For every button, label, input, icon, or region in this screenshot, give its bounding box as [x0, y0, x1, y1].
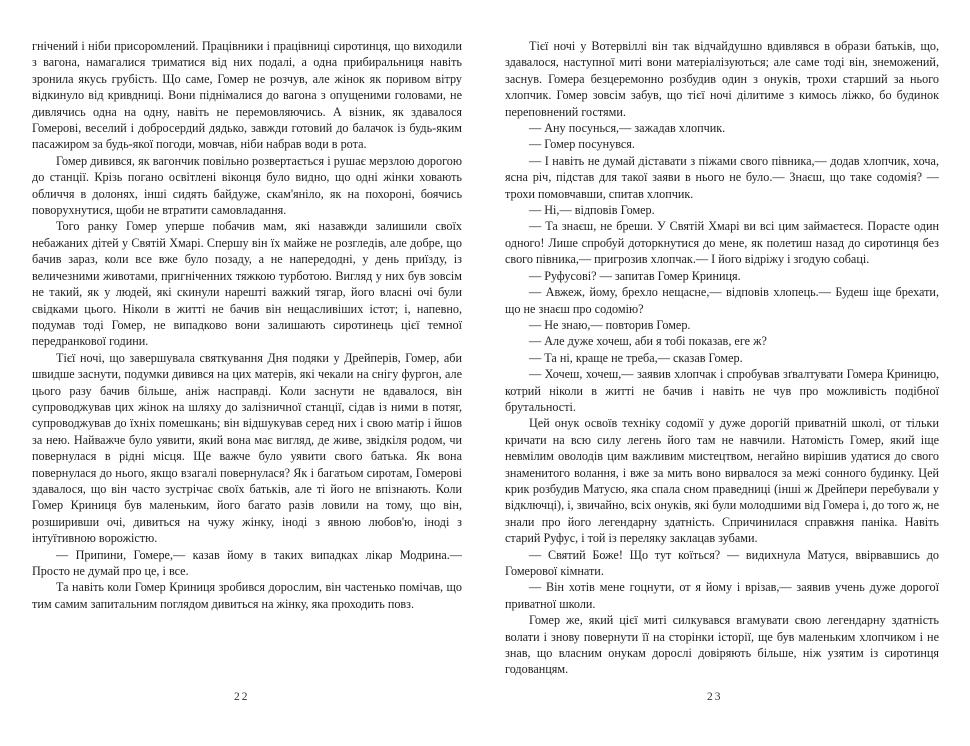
paragraph: — Але дуже хочеш, аби я тобі показав, еге ж?: [529, 334, 767, 349]
paragraph: Гомер же, який цієї миті силкувався вгамувати свою легендарну здатність волати і знову повернути її на сторінки історії, ще був маленьким хлопчиком і не знав, що власним онукам дорослі довіряють більше, ніж узятим із сиротинця годованцям.: [505, 613, 939, 677]
paragraph: — Хочеш, хочеш,— заявив хлопчак і спробував зґвалтувати Гомера Криницю, котрий ніколи в житті не бачив і навіть не чув про можливість подібної брутальності.: [505, 367, 939, 414]
left-page-text: [32, 38, 462, 612]
paragraph: Цей онук освоїв техніку содомії у дуже дорогій приватній школі, от тільки кричати на всю силу легень його там не навчили. Натомість Гомер, який іще невмілим оволодів цим важливим мистецтвом, негайно вирішив удатися до свого знаменитого волання, і вже за мить воно вирвалося за межі сонного будинку. Цей крик розбудив Матусю, яка спала сном праведниці (інші ж Дрейпери перебували у відключці), і, звичайно, всіх онуків, які були молодшими від Гомера і, до того ж, не знали про його легендарну здатність. Спричинилася справжня паніка. Навіть старий Руфус, і той із переляку заклацав зубами.: [505, 416, 939, 546]
paragraph: Та навіть коли Гомер Криниця зробився дорослим, він частенько помічав, що тим самим запитальним поглядом дивиться на жінку, яка проходить повз.: [32, 580, 462, 611]
page-number-right: 23: [707, 691, 723, 703]
paragraph: — Ні,— відповів Гомер.: [529, 203, 655, 218]
paragraph: — Та знаєш, не бреши. У Святій Хмарі ви всі цим займаєтеся. Порасте один одного! Лише спробуй доторкнутися до мене, як полетиш назад до сиротинця без свого півника,— пригрозив хлопчак.— І його відріжу і згодую собаці.: [505, 219, 939, 267]
right-page-text: [505, 38, 939, 678]
paragraph: — Припини, Гомере,— казав йому в таких випадках лікар Модрина.— Просто не думай про це, і все.: [32, 547, 462, 578]
paragraph: — Ану посунься,— зажадав хлопчик.: [529, 121, 726, 136]
paragraph: — Святий Боже! Що тут коїться? — видихнула Матуся, ввірвавшись до Гомерової кімнати.: [505, 547, 939, 578]
paragraph: — Авжеж, йому, брехло нещасне,— відповів хлопець.— Будеш іще брехати, що не знаєш про содомію?: [505, 285, 939, 316]
page-number-left: 22: [234, 691, 250, 703]
paragraph: — Не знаю,— повторив Гомер.: [529, 317, 691, 332]
paragraph: гнічений і ніби присоромлений. Працівники і працівниці сиротинця, що виходили з вагона, намагалися триматися від них подалі, а одна прибиральниця навіть зронила якусь грубість. Що саме, Гомер не розчув, але жінок як поривом вітру відкинуло від кривдниці. Вони піднімалися до вагона з опущеними головами, не дивлячись одна на одну, навіть не перемовляючись. А візник, як здавалося Гомерові, веселий і добросердий дядько, завжди готовий до балачок із будь-яким пасажиром за будь-якої погоди, мовчав, ніби набрав води в рота.: [32, 39, 462, 152]
paragraph: — Гомер посунувся.: [529, 137, 635, 152]
paragraph: Гомер дивився, як вагончик повільно розвертається і рушає мерзлою дорогою до станції. Крізь погано освітлені віконця було видно, що одні жінки ховають обличчя в долонях, інші сидять байдуже, скам'яніло, як на похороні, боячись поворухнутися, щоби не втратити самовладання.: [32, 153, 462, 218]
paragraph: — І навіть не думай діставати з піжами свого півника,— додав хлопчик, хоча, ясна річ, підстав для такої заяви в нього не було.— Знаєш, що таке содомія? — трохи помовчавши, спитав хлопчик.: [505, 153, 939, 201]
paragraph: — Він хотів мене гоцнути, от я йому і врізав,— заявив учень дуже дорогої приватної школи.: [505, 580, 939, 611]
paragraph: Тієї ночі, що завершувала святкування Дня подяки у Дрейперів, Гомер, аби швидше заснути, подумки дивився на цих матерів, які чекали на снігу фургон, але цього разу бачив більше, аніж насправді. Коли заснути не вдавалося, він супроводжував цих жінок на шляху до залізничної станції, сідав із ними в потяг, супроводжував до їхніх помешкань; він відшукував серед них і свою матір і йшов за нею. Найважче було уявити, який вона має вигляд, де живе, звідкіля родом, чи повернулася в рідні місця. Ще важче було уявити свого батька. Як вона повернулася до нього, якщо взагалі повернулася? Як і багатьом сиротам, Гомерові здавалося, що він часто зустрічає своїх батьків, але ті його не впізнають. Коли Гомер Криниця був маленьким, його багато разів ловили на тому, що він, розширивши очі, дивиться на чужу жінку, іноді з явною любов'ю, іноді з інтуїтивною ворожістю.: [32, 350, 462, 546]
paragraph: Того ранку Гомер уперше побачив мам, які назавжди залишили своїх небажаних дітей у Святій Хмарі. Спершу він їх майже не розгледів, але добре, що бачив зараз, коли все вже було позаду, а не напередодні, у день приїзду, із величезними животами, пригніченних тяжкою турботою. Вигляд у них був зовсім не такий, як у людей, які скинули нарешті важкий тягар, його власні очі були свідками цього. Ніколи в житті не бачив він нещасливіших істот; і, напевно, подумав тоді Гомер, не випадково вони залишають сиротинець цієї темної передранкової години.: [32, 219, 462, 349]
paragraph: — Та ні, краще не треба,— сказав Гомер.: [529, 350, 743, 365]
paragraph: — Руфусові? — запитав Гомер Криниця.: [529, 268, 741, 283]
paragraph: Тієї ночі у Вотервіллі він так відчайдушно вдивлявся в образи батьків, що, здавалося, наступної миті вони матеріалізуються; але саме тоді він, знеможений, заснув. Гомера безцеремонно розбудив один з онуків, трохи старший за нього хлопчик. Гомер зовсім забув, що тієї ночі ділитиме з кимось ліжко, бо будинок переповнений гостями.: [505, 39, 939, 119]
